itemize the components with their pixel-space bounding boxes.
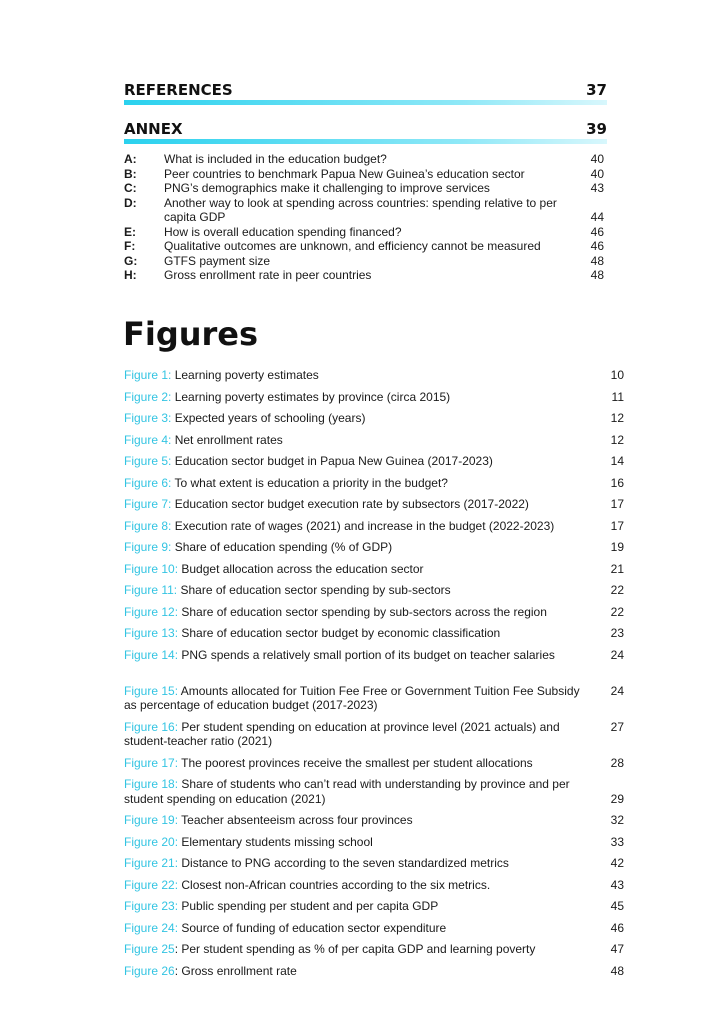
annex-list bbox=[124, 152, 604, 283]
figure-entry-text bbox=[124, 878, 602, 900]
figure-entry[interactable] bbox=[124, 454, 624, 476]
figure-entry-text bbox=[124, 720, 602, 756]
figure-entry[interactable] bbox=[124, 540, 624, 562]
figure-title: : Gross enrollment rate bbox=[174, 963, 297, 978]
annex-item-page: 44 bbox=[590, 210, 604, 224]
figure-title: Education sector budget in Papua New Guinea (2017-2023) bbox=[171, 454, 493, 468]
figure-entry-text bbox=[124, 648, 602, 684]
annex-item[interactable] bbox=[124, 181, 604, 196]
figure-title: Teacher absenteeism across four provinces bbox=[178, 813, 413, 827]
figure-label: Figure 17: bbox=[124, 755, 179, 770]
figure-entry-text bbox=[124, 756, 602, 778]
annex-page: 39 bbox=[586, 120, 607, 138]
figure-entry-text bbox=[124, 942, 602, 964]
annex-item-page: 46 bbox=[590, 224, 604, 239]
figure-label: Figure 26 bbox=[124, 963, 175, 978]
figure-title: Net enrollment rates bbox=[171, 432, 283, 447]
figure-entry-text bbox=[124, 899, 602, 921]
figure-page: 10 bbox=[610, 368, 624, 382]
figure-page: 23 bbox=[610, 626, 624, 640]
figure-label: Figure 11: bbox=[124, 583, 178, 597]
figure-entry-text bbox=[124, 433, 602, 455]
figure-entry[interactable] bbox=[124, 626, 624, 648]
figure-entry-text bbox=[124, 684, 602, 720]
figure-page: 27 bbox=[610, 719, 624, 734]
figure-entry[interactable] bbox=[124, 368, 624, 390]
figure-label: Figure 4: bbox=[124, 432, 172, 447]
figure-page: 19 bbox=[610, 540, 624, 554]
figure-entry-text bbox=[124, 454, 602, 476]
figure-label: Figure 18: bbox=[124, 777, 179, 791]
figure-label: Figure 24: bbox=[124, 920, 179, 935]
figure-label: Figure 23: bbox=[124, 899, 179, 913]
figure-title: To what extent is education a priority in the budget? bbox=[171, 475, 448, 490]
figure-entry[interactable] bbox=[124, 648, 624, 684]
annex-item-page: 43 bbox=[590, 181, 604, 195]
annex-item-title: PNG’s demographics make it challenging to improve services bbox=[164, 181, 490, 195]
figure-label: Figure 5: bbox=[124, 454, 172, 468]
annex-item-title: How is overall education spending financed? bbox=[164, 224, 402, 239]
annex-item-page: 48 bbox=[590, 268, 604, 282]
figure-page: 17 bbox=[610, 497, 624, 511]
figure-entry-text bbox=[124, 476, 602, 498]
figure-label: Figure 25 bbox=[124, 942, 175, 956]
references-page: 37 bbox=[586, 81, 607, 99]
figure-entry-text bbox=[124, 856, 602, 878]
figure-page: 21 bbox=[610, 561, 624, 576]
figure-page: 29 bbox=[610, 791, 624, 806]
annex-item-page: 48 bbox=[590, 253, 604, 268]
figure-entry[interactable] bbox=[124, 964, 624, 986]
figure-title: Share of education sector spending by sub-sectors across the region bbox=[178, 604, 547, 619]
annex-item[interactable] bbox=[124, 225, 604, 240]
annex-heading[interactable]: ANNEX bbox=[124, 120, 183, 138]
figure-entry[interactable] bbox=[124, 835, 624, 857]
figure-entry-text bbox=[124, 562, 602, 584]
annex-item-title: Another way to look at spending across countries: spending relative to per capita GDP bbox=[164, 195, 557, 224]
figure-label: Figure 19: bbox=[124, 813, 179, 827]
figure-entry-text bbox=[124, 368, 602, 390]
figures-list bbox=[124, 368, 624, 985]
figure-page: 24 bbox=[610, 647, 624, 662]
figure-entry-text bbox=[124, 813, 602, 835]
figure-label: Figure 22: bbox=[124, 877, 179, 892]
annex-item[interactable] bbox=[124, 254, 604, 269]
figure-entry-text bbox=[124, 411, 602, 433]
figure-entry[interactable] bbox=[124, 720, 624, 756]
annex-item-letter: C: bbox=[124, 181, 137, 195]
figure-entry[interactable] bbox=[124, 433, 624, 455]
figure-entry-text bbox=[124, 777, 602, 813]
figure-label: Figure 3: bbox=[124, 411, 172, 425]
annex-item-title: Qualitative outcomes are unknown, and efficiency cannot be measured bbox=[164, 239, 541, 253]
figure-entry[interactable] bbox=[124, 476, 624, 498]
annex-item-letter: D: bbox=[124, 195, 137, 210]
annex-item-page: 40 bbox=[590, 166, 604, 181]
figure-page: 46 bbox=[610, 920, 624, 935]
figure-label: Figure 20: bbox=[124, 834, 179, 849]
figure-title: Public spending per student and per capita GDP bbox=[178, 899, 439, 913]
figure-page: 17 bbox=[610, 518, 624, 533]
figure-entry-text bbox=[124, 583, 602, 605]
figure-title: Education sector budget execution rate by subsectors (2017-2022) bbox=[171, 497, 529, 511]
figure-page: 43 bbox=[610, 877, 624, 892]
annex-item-title: Gross enrollment rate in peer countries bbox=[164, 268, 372, 282]
figure-label: Figure 21: bbox=[124, 856, 179, 870]
figure-label: Figure 2: bbox=[124, 389, 172, 404]
figure-title: Source of funding of education sector expenditure bbox=[178, 920, 447, 935]
figure-page: 48 bbox=[610, 963, 624, 978]
annex-item-title: What is included in the education budget? bbox=[164, 152, 387, 166]
figure-title: Share of education sector spending by sub-sectors bbox=[177, 583, 451, 597]
figure-page: 45 bbox=[610, 899, 624, 913]
annex-item-title: Peer countries to benchmark Papua New Guinea’s education sector bbox=[164, 166, 525, 181]
annex-item-page: 46 bbox=[590, 239, 604, 253]
references-section bbox=[124, 81, 607, 105]
annex-item[interactable] bbox=[124, 167, 604, 182]
figure-entry-text bbox=[124, 921, 602, 943]
figure-label: Figure 12: bbox=[124, 604, 179, 619]
figure-page: 22 bbox=[610, 604, 624, 619]
references-divider bbox=[124, 100, 607, 105]
figure-title: Per student spending on education at province level (2021 actuals) and student-teacher ratio (2021) bbox=[124, 719, 560, 748]
figure-page: 33 bbox=[610, 834, 624, 849]
figure-entry-text bbox=[124, 540, 602, 562]
figure-label: Figure 8: bbox=[124, 518, 172, 533]
figure-entry[interactable] bbox=[124, 899, 624, 921]
figure-entry-text bbox=[124, 964, 602, 986]
figure-page: 16 bbox=[610, 475, 624, 490]
annex-item-letter: H: bbox=[124, 268, 137, 282]
figure-entry[interactable] bbox=[124, 605, 624, 627]
figure-entry[interactable] bbox=[124, 942, 624, 964]
figure-page: 12 bbox=[610, 432, 624, 447]
figure-entry-text bbox=[124, 519, 602, 541]
annex-item-letter: F: bbox=[124, 239, 136, 253]
annex-item[interactable] bbox=[124, 268, 604, 283]
figure-entry[interactable] bbox=[124, 756, 624, 778]
figure-entry[interactable] bbox=[124, 497, 624, 519]
figure-page: 12 bbox=[610, 411, 624, 425]
figure-title: Learning poverty estimates bbox=[171, 368, 319, 382]
figure-entry[interactable] bbox=[124, 813, 624, 835]
figure-entry[interactable] bbox=[124, 519, 624, 541]
figure-page: 42 bbox=[610, 856, 624, 870]
figure-title: Share of education sector budget by economic classification bbox=[178, 626, 501, 640]
figure-page: 22 bbox=[610, 583, 624, 597]
figure-entry[interactable] bbox=[124, 921, 624, 943]
figure-entry[interactable] bbox=[124, 878, 624, 900]
figure-title: Budget allocation across the education sector bbox=[178, 561, 424, 576]
figure-entry[interactable] bbox=[124, 777, 624, 813]
figure-entry[interactable] bbox=[124, 390, 624, 412]
figure-label: Figure 1: bbox=[124, 368, 172, 382]
annex-section bbox=[124, 120, 607, 144]
references-heading[interactable]: REFERENCES bbox=[124, 81, 233, 99]
figure-title: Distance to PNG according to the seven standardized metrics bbox=[178, 856, 509, 870]
figure-label: Figure 10: bbox=[124, 561, 179, 576]
figure-entry-text bbox=[124, 835, 602, 857]
annex-item-title: GTFS payment size bbox=[164, 253, 271, 268]
annex-item-page: 40 bbox=[590, 152, 604, 166]
annex-item-letter: G: bbox=[124, 253, 138, 268]
annex-item-letter: A: bbox=[124, 152, 137, 166]
figure-title: Expected years of schooling (years) bbox=[171, 411, 366, 425]
figure-title: Share of education spending (% of GDP) bbox=[171, 540, 393, 554]
figure-entry-text bbox=[124, 626, 602, 648]
figure-entry[interactable] bbox=[124, 583, 624, 605]
annex-item[interactable] bbox=[124, 239, 604, 254]
figure-label: Figure 15: bbox=[124, 683, 179, 698]
figure-title: Share of students who can’t read with understanding by province and per student spending on education (2021) bbox=[124, 777, 570, 806]
figure-title: : Per student spending as % of per capita GDP and learning poverty bbox=[174, 942, 536, 956]
figure-title: Closest non-African countries according to the six metrics. bbox=[178, 877, 491, 892]
figure-title: The poorest provinces receive the smallest per student allocations bbox=[178, 755, 533, 770]
figure-label: Figure 13: bbox=[124, 626, 179, 640]
figure-page: 47 bbox=[610, 942, 624, 956]
figure-label: Figure 7: bbox=[124, 497, 172, 511]
figure-label: Figure 9: bbox=[124, 540, 172, 554]
figure-page: 11 bbox=[611, 389, 624, 404]
figure-page: 24 bbox=[610, 683, 624, 698]
figure-title: Execution rate of wages (2021) and increase in the budget (2022-2023) bbox=[171, 518, 555, 533]
figure-entry[interactable] bbox=[124, 562, 624, 584]
annex-divider bbox=[124, 139, 607, 144]
annex-item[interactable] bbox=[124, 152, 604, 167]
figure-title: Amounts allocated for Tuition Fee Free or Government Tuition Fee Subsidy as percentage of education budget (2017-2023) bbox=[124, 683, 580, 712]
figure-label: Figure 6: bbox=[124, 475, 172, 490]
annex-item[interactable] bbox=[124, 196, 604, 225]
figure-entry-text bbox=[124, 390, 602, 412]
figures-heading: Figures bbox=[123, 315, 259, 353]
figure-title: PNG spends a relatively small portion of its budget on teacher salaries bbox=[178, 647, 555, 662]
figure-label: Figure 16: bbox=[124, 719, 179, 734]
figure-entry-text bbox=[124, 605, 602, 627]
annex-item-letter: E: bbox=[124, 224, 136, 239]
figure-entry-text bbox=[124, 497, 602, 519]
figure-entry[interactable] bbox=[124, 411, 624, 433]
figure-title: Elementary students missing school bbox=[178, 834, 373, 849]
figure-entry[interactable] bbox=[124, 684, 624, 720]
figure-entry[interactable] bbox=[124, 856, 624, 878]
figure-title: Learning poverty estimates by province (circa 2015) bbox=[171, 389, 451, 404]
figure-page: 32 bbox=[610, 813, 624, 827]
figure-page: 28 bbox=[610, 755, 624, 770]
figure-label: Figure 14: bbox=[124, 647, 179, 662]
annex-item-letter: B: bbox=[124, 166, 137, 181]
figure-page: 14 bbox=[610, 454, 624, 468]
